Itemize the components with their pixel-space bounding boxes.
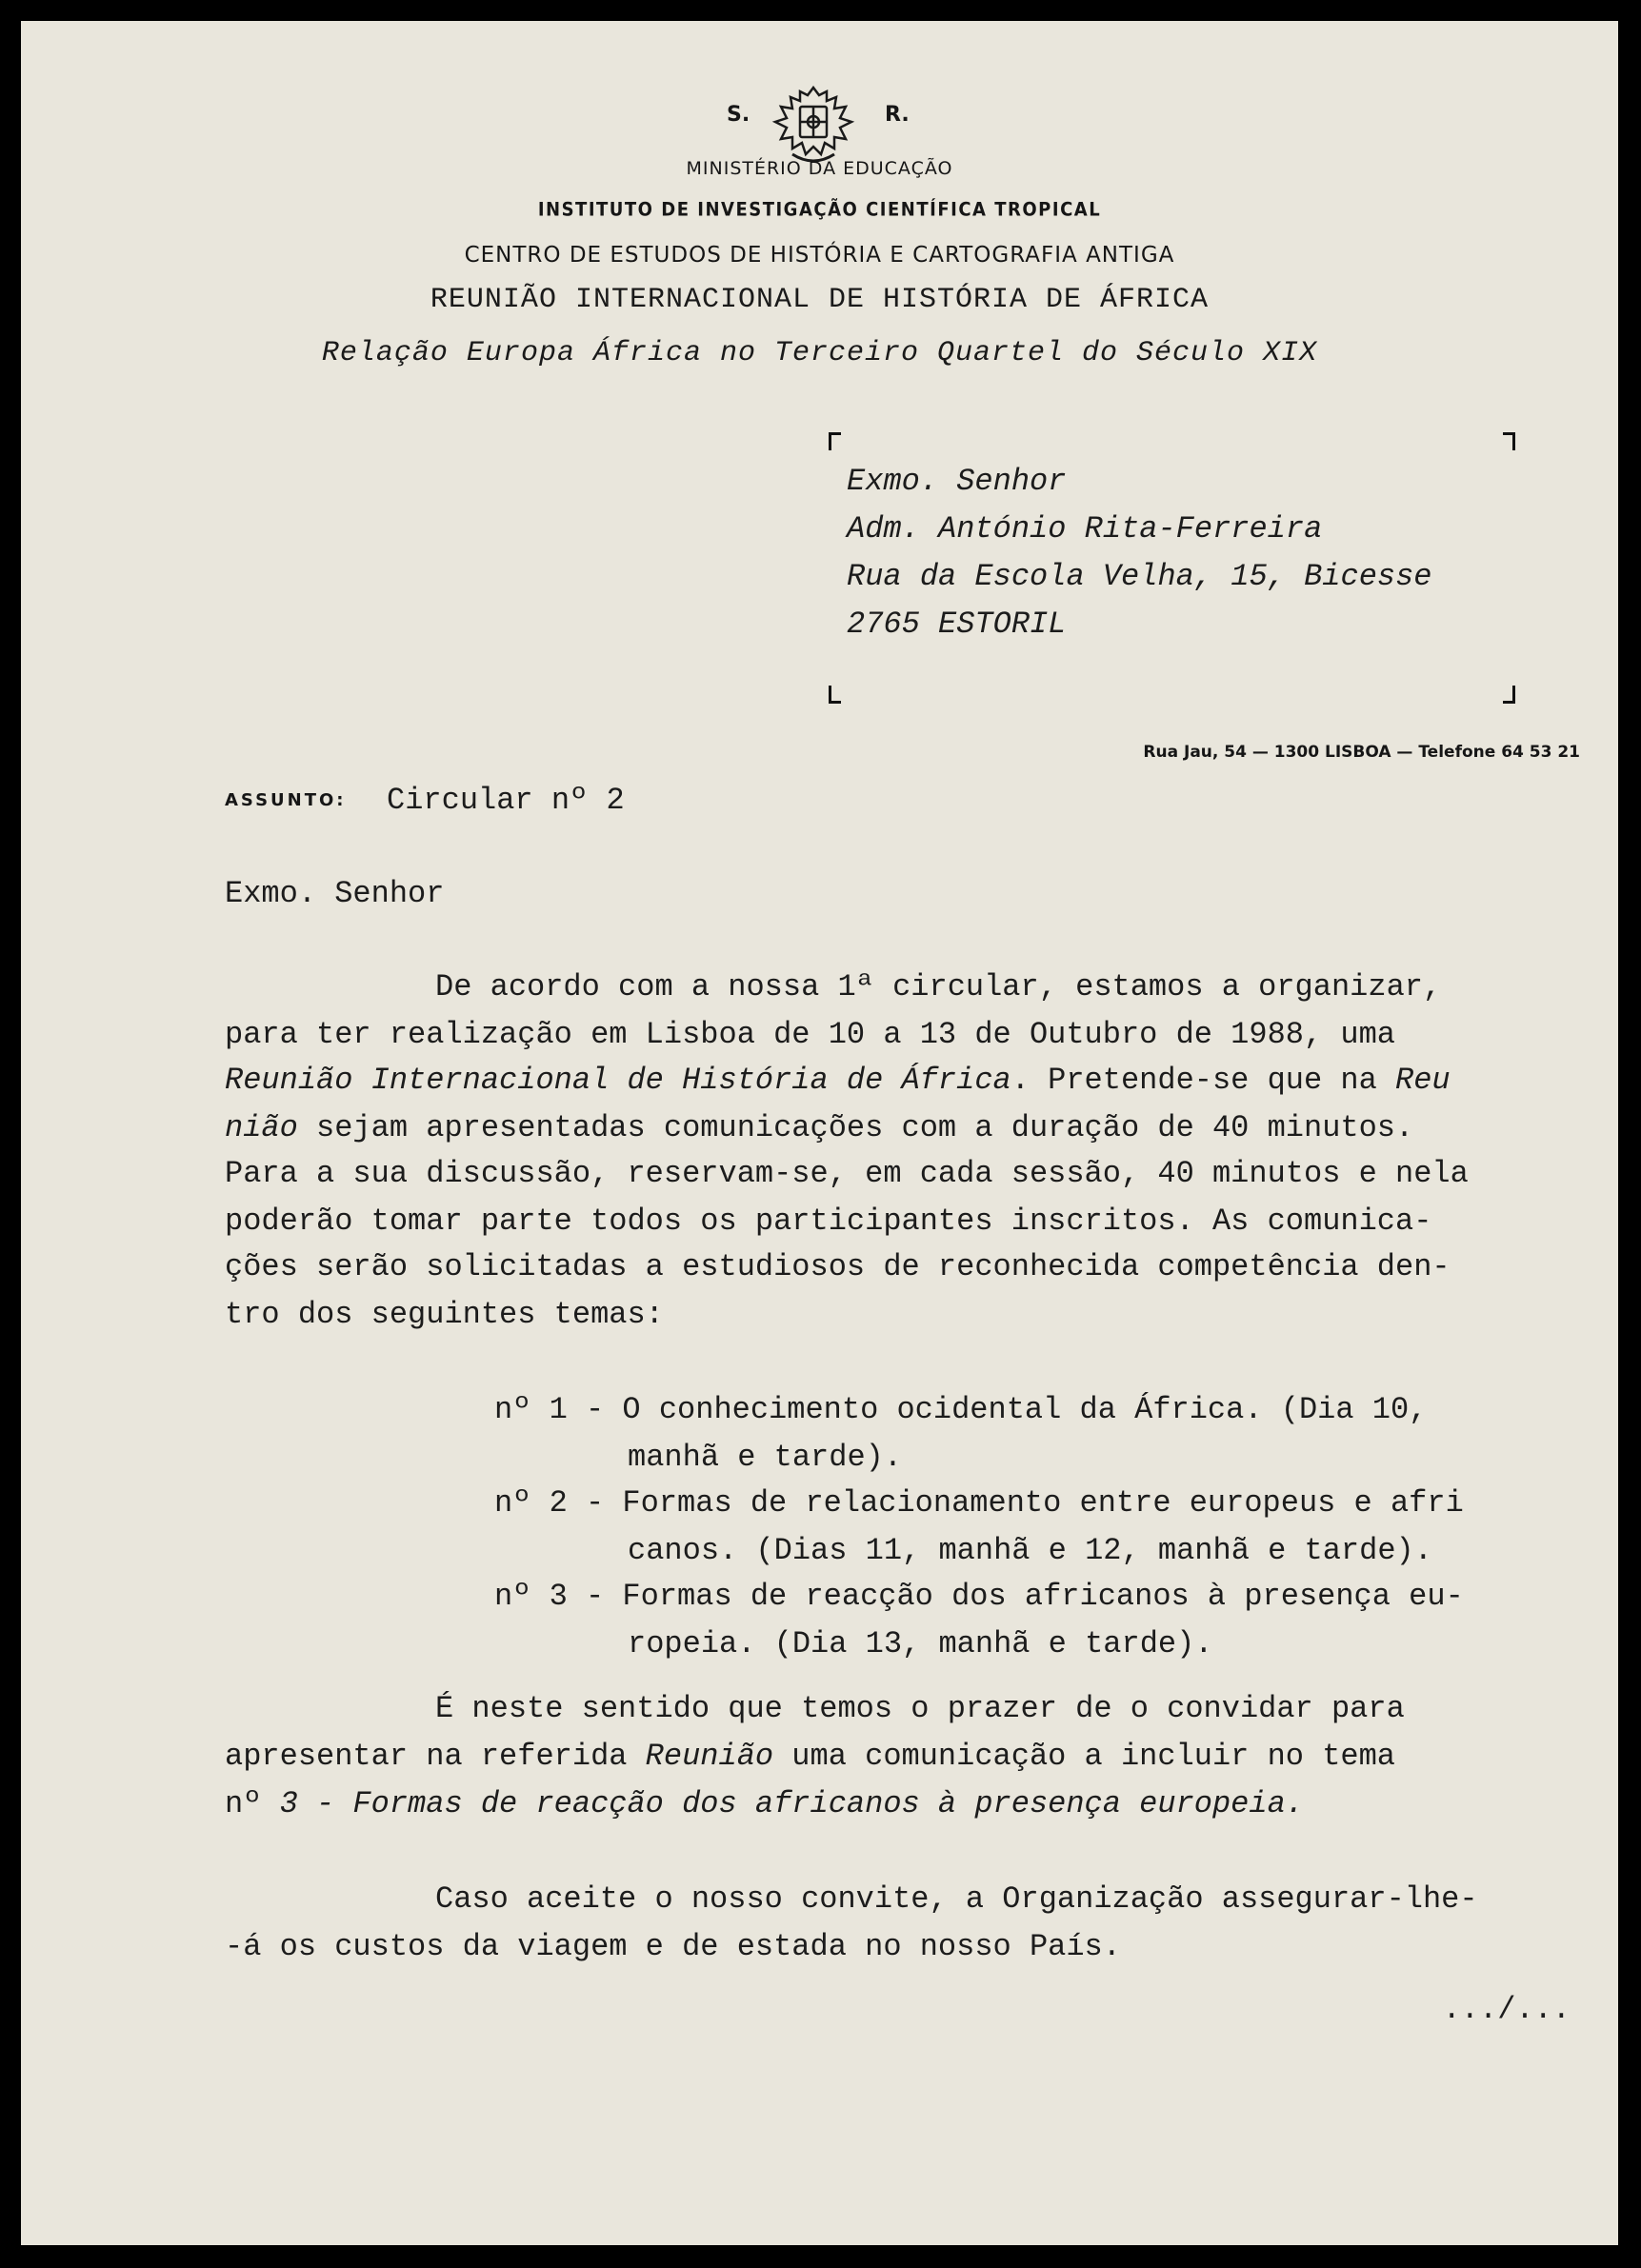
address-corner-bottom-left bbox=[829, 686, 841, 704]
paragraph-1-line-8: tro dos seguintes temas: bbox=[225, 1297, 664, 1332]
meeting-title: REUNIÃO INTERNACIONAL DE HISTÓRIA DE ÁFRICA bbox=[430, 284, 1210, 316]
recipient-salutation: Exmo. Senhor bbox=[847, 464, 1067, 499]
paragraph-3-line-1: Caso aceite o nosso convite, a Organização assegurar-lhe- bbox=[435, 1881, 1478, 1917]
recipient-name: Adm. António Rita-Ferreira bbox=[847, 511, 1323, 547]
reuniao-title-italic: Reunião Internacional de História de África bbox=[225, 1063, 1011, 1098]
paragraph-1-line-5: Para a sua discussão, reservam-se, em cada sessão, 40 minutos e nela bbox=[225, 1156, 1469, 1191]
paragraph-1-line-2: para ter realização em Lisboa de 10 a 13 de Outubro de 1988, uma bbox=[225, 1017, 1395, 1052]
theme-1-line-2: manhã e tarde). bbox=[628, 1440, 903, 1475]
meeting-subtitle: Relação Europa África no Terceiro Quartel do Século XIX bbox=[321, 337, 1318, 369]
paragraph-1-line-6: poderão tomar parte todos os participantes inscritos. As comunica- bbox=[225, 1204, 1432, 1239]
recipient-city: 2765 ESTORIL bbox=[847, 607, 1067, 642]
subject-value: Circular nº 2 bbox=[387, 783, 625, 818]
subject-label: ASSUNTO: bbox=[225, 790, 347, 810]
recipient-street: Rua da Escola Velha, 15, Bicesse bbox=[847, 559, 1432, 594]
address-corner-top-right bbox=[1503, 432, 1515, 450]
centre-name: CENTRO DE ESTUDOS DE HISTÓRIA E CARTOGRAFIA ANTIGA bbox=[464, 243, 1175, 268]
paragraph-3-line-2: -á os custos da viagem e de estada no nosso País. bbox=[225, 1929, 1121, 1964]
emblem-letter-left: S. bbox=[727, 103, 750, 127]
paragraph-2-line-3: nº 3 - Formas de reacção dos africanos à presença europeia. bbox=[225, 1786, 1304, 1821]
coat-of-arms-emblem bbox=[771, 84, 855, 169]
paragraph-2-line-2: apresentar na referida Reunião uma comunicação a incluir no tema bbox=[225, 1739, 1395, 1774]
address-corner-top-left bbox=[829, 432, 841, 450]
institute-name: INSTITUTO DE INVESTIGAÇÃO CIENTÍFICA TROPICAL bbox=[537, 198, 1102, 222]
theme-1-line-1: nº 1 - O conhecimento ocidental da África. (Dia 10, bbox=[494, 1392, 1428, 1427]
paragraph-1-line-4: nião sejam apresentadas comunicações com a duração de 40 minutos. bbox=[225, 1110, 1414, 1145]
theme-3-line-1: nº 3 - Formas de reacção dos africanos à presença eu- bbox=[494, 1579, 1464, 1614]
continuation-mark: .../... bbox=[1442, 1992, 1571, 2027]
ministry-name: MINISTÉRIO DA EDUCAÇÃO bbox=[686, 158, 953, 179]
address-corner-bottom-right bbox=[1503, 686, 1515, 704]
sender-address: Rua Jau, 54 — 1300 LISBOA — Telefone 64 53 21 bbox=[1143, 743, 1580, 762]
emblem-letter-right: R. bbox=[885, 103, 910, 127]
letter-page bbox=[21, 21, 1618, 2245]
paragraph-1-line-3: Reunião Internacional de História de África. Pretende-se que na Reu bbox=[225, 1063, 1451, 1098]
theme-2-line-1: nº 2 - Formas de relacionamento entre europeus e afri bbox=[494, 1485, 1464, 1521]
theme-3-line-2: ropeia. (Dia 13, manhã e tarde). bbox=[628, 1626, 1213, 1661]
theme-2-line-2: canos. (Dias 11, manhã e 12, manhã e tarde). bbox=[628, 1533, 1432, 1568]
paragraph-1-line-7: ções serão solicitadas a estudiosos de reconhecida competência den- bbox=[225, 1249, 1451, 1284]
paragraph-1-line-1: De acordo com a nossa 1ª circular, estamos a organizar, bbox=[435, 969, 1442, 1005]
salutation: Exmo. Senhor bbox=[225, 876, 445, 911]
paragraph-2-line-1: É neste sentido que temos o prazer de o convidar para bbox=[435, 1691, 1405, 1726]
